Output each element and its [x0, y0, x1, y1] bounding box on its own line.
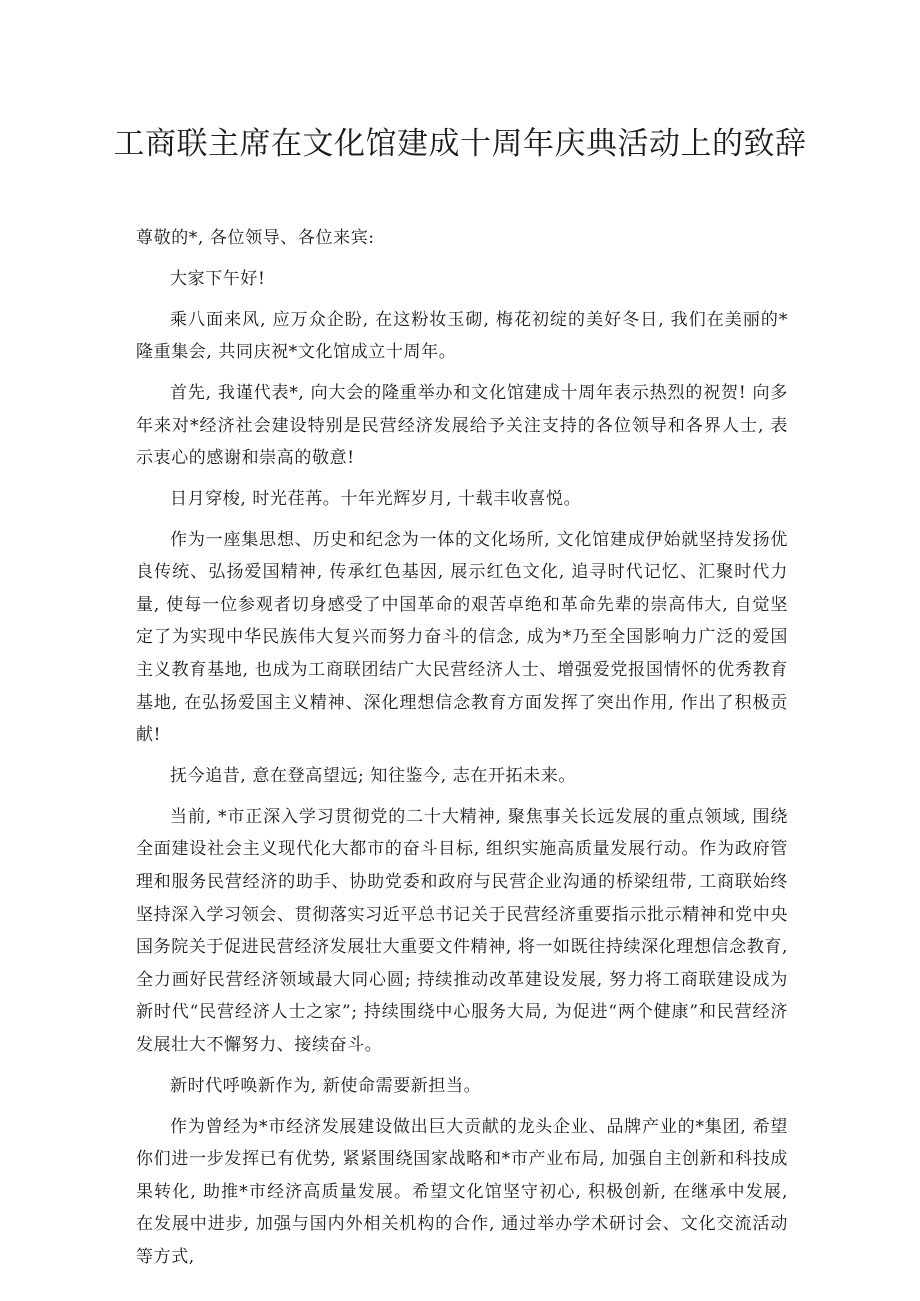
paragraph-opening: 乘八面来风, 应万众企盼, 在这粉妆玉砌, 梅花初绽的美好冬日, 我们在美丽的*隆重集会, 共同庆祝*文化馆成立十周年。 — [136, 309, 788, 363]
paragraph-congratulations: 首先, 我谨代表*, 向大会的隆重举办和文化馆建成十周年表示热烈的祝贺! 向多年来对*经济社会建设特别是民营经济发展给予关注支持的各位领导和各界人士, 表示衷心的感谢和崇高的敬意! — [136, 382, 788, 469]
paragraph-greeting: 大家下午好! — [170, 268, 266, 289]
paragraph-decade: 日月穿梭, 时光荏苒。十年光辉岁月, 十载丰收喜悦。 — [170, 488, 582, 509]
paragraph-reflection: 抚今追昔, 意在登高望远; 知往鉴今, 志在开拓未来。 — [170, 766, 576, 787]
paragraph-achievements: 作为一座集思想、历史和纪念为一体的文化场所, 文化馆建成伊始就坚持发扬优良传统、弘扬爱国精神, 传承红色基因, 展示红色文化, 追寻时代记忆、汇聚时代力量, 使每一位参观者切身感受了中国革命的艰苦卓绝和革命先辈的崇高伟大, 自觉坚定了为实现中华民族伟大复兴而努力奋斗的信念, 成为*乃至全国影响力广泛的爱国主义教育基地, 也成为工商联团结广大民营经济人士、增强爱党报国情怀的优秀教育基地, 在弘扬爱国主义精神、深化理想信念教育方面发挥了突出作用, 作出了积极贡献! — [136, 529, 788, 746]
document-body — [136, 222, 788, 1282]
document-title: 工商联主席在文化馆建成十周年庆典活动上的致辞 — [113, 126, 807, 162]
paragraph-new-era: 新时代呼唤新作为, 新使命需要新担当。 — [170, 1075, 482, 1096]
paragraph-expectations: 作为曾经为*市经济发展建设做出巨大贡献的龙头企业、品牌产业的*集团, 希望你们进一步发挥已有优势, 紧紧围绕国家战略和*市产业布局, 加强自主创新和科技成果转化, 助推*市经济高质量发展。希望文化馆坚守初心, 积极创新, 在继承中发展, 在发展中进步, 加强与国内外相关机构的合作, 通过举办学术研讨会、文化交流活动等方式, — [136, 1116, 788, 1267]
paragraph-current-work: 当前, *市正深入学习贯彻党的二十大精神, 聚焦事关长远发展的重点领域, 围绕全面建设社会主义现代化大都市的奋斗目标, 组织实施高质量发展行动。作为政府管理和服务民营经济的助手、协助党委和政府与民营企业沟通的桥梁纽带, 工商联始终坚持深入学习领会、贯彻落实习近平总书记关于民营经济重要指示批示精神和党中央国务院关于促进民营经济发展壮大重要文件精神, 将一如既往持续深化理想信念教育, 全力画好民营经济领域最大同心圆; 持续推动改革建设发展, 努力将工商联建设成为新时代“民营经济人士之家”; 持续围绕中心服务大局, 为促进“两个健康”和民营经济发展壮大不懈努力、接续奋斗。 — [136, 806, 788, 1055]
salutation: 尊敬的*, 各位领导、各位来宾: — [136, 228, 375, 248]
